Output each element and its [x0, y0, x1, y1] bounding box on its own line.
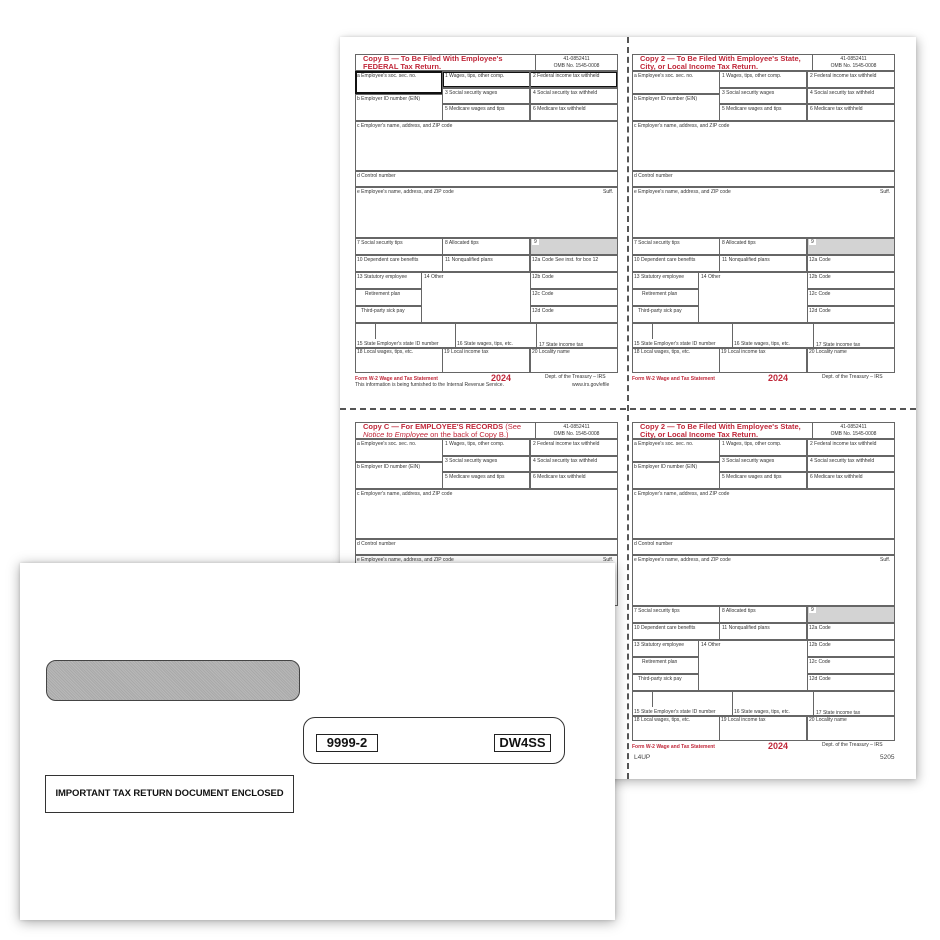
form-title-line2: Notice to Employee: [363, 429, 429, 439]
product-code-left: L4UP: [634, 754, 651, 761]
label-suff: Suff.: [880, 557, 891, 563]
label-box15: 15 State Employer's state ID number: [357, 341, 439, 347]
label-a: a Employee's soc. sec. no.: [357, 441, 417, 447]
label-box15: 15 State Employer's state ID number: [634, 709, 716, 715]
label-box14: 14 Other: [424, 274, 444, 280]
label-suff: Suff.: [603, 189, 614, 195]
label-box19: 19 Local income tax: [721, 717, 766, 723]
form-copy-2-bottom: [632, 422, 895, 767]
label-a: a Employee's soc. sec. no.: [357, 73, 417, 79]
label-box11: 11 Nonqualified plans: [445, 257, 493, 263]
label-box13: 13 Statutory employee: [634, 274, 685, 280]
label-box5: 5 Medicare wages and tips: [445, 106, 505, 112]
label-box12b: 12b Code: [809, 642, 831, 648]
label-box12a: 12a Code: [809, 625, 831, 631]
form-title-line2: City, or Local Income Tax Return.: [640, 429, 759, 439]
form-code-box: 9999-2: [316, 734, 378, 752]
omb-code: 41-0852411: [563, 56, 590, 62]
label-box1: 1 Wages, tips, other comp.: [722, 73, 782, 79]
label-box8: 8 Allocated tips: [722, 240, 756, 246]
label-box9: 9: [811, 239, 814, 245]
label-box12c: 12c Code: [809, 659, 831, 665]
label-sick-pay: Third-party sick pay: [638, 676, 682, 682]
form-title-line1: Copy C — For EMPLOYEE'S RECORDS: [363, 422, 504, 431]
important-notice-box: IMPORTANT TAX RETURN DOCUMENT ENCLOSED: [45, 775, 294, 813]
label-sick-pay: Third-party sick pay: [361, 308, 405, 314]
label-c: c Employer's name, address, and ZIP code: [634, 491, 730, 497]
label-box4: 4 Social security tax withheld: [810, 90, 875, 96]
label-box2: 2 Federal income tax withheld: [810, 441, 877, 447]
label-e: e Employee's name, address, and ZIP code: [634, 189, 731, 195]
label-box9: 9: [811, 607, 814, 613]
label-box20: 20 Locality name: [532, 349, 570, 355]
form-title-line1: Copy 2 — To Be Filed With Employee's State,: [640, 54, 801, 63]
label-box4: 4 Social security tax withheld: [810, 458, 875, 464]
label-retirement: Retirement plan: [642, 659, 678, 665]
label-b: b Employer ID number (EIN): [357, 464, 421, 470]
label-box12d: 12d Code: [532, 308, 554, 314]
form-copy-2-top: [632, 54, 895, 399]
label-a: a Employee's soc. sec. no.: [634, 441, 694, 447]
omb-number: OMB No. 1545-0008: [553, 431, 600, 437]
form-title-line2: City, or Local Income Tax Return.: [640, 61, 759, 71]
label-box13: 13 Statutory employee: [357, 274, 408, 280]
label-box20: 20 Locality name: [809, 349, 847, 355]
box-9: [530, 238, 618, 255]
label-box19: 19 Local income tax: [444, 349, 489, 355]
tax-year: 2024: [491, 373, 512, 383]
label-box12c: 12c Code: [532, 291, 554, 297]
label-box10: 10 Dependent care benefits: [357, 257, 419, 263]
label-box16: 16 State wages, tips, etc.: [734, 341, 790, 347]
label-box3: 3 Social security wages: [445, 90, 498, 96]
label-box12d: 12d Code: [809, 676, 831, 682]
product-code-box: DW4SS: [494, 734, 551, 752]
label-sick-pay: Third-party sick pay: [638, 308, 682, 314]
label-a: a Employee's soc. sec. no.: [634, 73, 694, 79]
label-box3: 3 Social security wages: [445, 458, 498, 464]
label-box14: 14 Other: [701, 642, 721, 648]
label-box6: 6 Medicare tax withheld: [810, 106, 863, 112]
label-box12b: 12b Code: [532, 274, 554, 280]
label-box8: 8 Allocated tips: [445, 240, 479, 246]
label-b: b Employer ID number (EIN): [634, 96, 698, 102]
label-box7: 7 Social security tips: [634, 608, 680, 614]
product-code-right: 5205: [880, 754, 895, 761]
omb-number: OMB No. 1545-0008: [830, 63, 877, 69]
label-box13: 13 Statutory employee: [634, 642, 685, 648]
label-box17: 17 State income tax: [816, 710, 861, 716]
label-box2: 2 Federal income tax withheld: [533, 73, 600, 79]
form-name: Form W-2 Wage and Tax Statement: [632, 376, 715, 382]
omb-code: 41-0852411: [563, 424, 590, 430]
label-box14: 14 Other: [701, 274, 721, 280]
label-box7: 7 Social security tips: [357, 240, 403, 246]
label-c: c Employer's name, address, and ZIP code: [357, 123, 453, 129]
double-window-envelope: [20, 563, 615, 920]
label-box11: 11 Nonqualified plans: [722, 257, 770, 263]
label-box10: 10 Dependent care benefits: [634, 625, 696, 631]
label-box11: 11 Nonqualified plans: [722, 625, 770, 631]
label-d: d Control number: [634, 173, 673, 179]
label-suff: Suff.: [603, 557, 614, 563]
label-d: d Control number: [357, 173, 396, 179]
label-box12c: 12c Code: [809, 291, 831, 297]
label-box12a: 12a Code See inst. for box 12: [532, 257, 599, 263]
label-retirement: Retirement plan: [365, 291, 401, 297]
dept-treasury: Dept. of the Treasury – IRS: [822, 374, 883, 380]
irs-notice: This information is being furnished to the Internal Revenue Service.: [355, 382, 504, 388]
label-e: e Employee's name, address, and ZIP code: [634, 557, 731, 563]
label-box19: 19 Local income tax: [721, 349, 766, 355]
label-box18: 18 Local wages, tips, etc.: [634, 349, 691, 355]
label-c: c Employer's name, address, and ZIP code: [357, 491, 453, 497]
label-box3: 3 Social security wages: [722, 458, 775, 464]
label-box15: 15 State Employer's state ID number: [634, 341, 716, 347]
label-box4: 4 Social security tax withheld: [533, 458, 598, 464]
form-title-line1: Copy 2 — To Be Filed With Employee's State,: [640, 422, 801, 431]
form-copy-b: [355, 54, 618, 399]
tax-year: 2024: [768, 373, 789, 383]
label-box16: 16 State wages, tips, etc.: [457, 341, 513, 347]
label-box9: 9: [534, 239, 537, 245]
label-box1: 1 Wages, tips, other comp.: [445, 73, 505, 79]
return-address-window: [46, 660, 300, 701]
box-9: [807, 606, 895, 623]
label-box18: 18 Local wages, tips, etc.: [634, 717, 691, 723]
label-box6: 6 Medicare tax withheld: [810, 474, 863, 480]
label-box12a: 12a Code: [809, 257, 831, 263]
label-box16: 16 State wages, tips, etc.: [734, 709, 790, 715]
label-box6: 6 Medicare tax withheld: [533, 474, 586, 480]
omb-code: 41-0852411: [840, 56, 867, 62]
label-box12d: 12d Code: [809, 308, 831, 314]
label-box10: 10 Dependent care benefits: [634, 257, 696, 263]
label-box5: 5 Medicare wages and tips: [445, 474, 505, 480]
label-box2: 2 Federal income tax withheld: [810, 73, 877, 79]
label-e: e Employee's name, address, and ZIP code: [357, 189, 454, 195]
recipient-address-window: [303, 717, 565, 764]
label-box4: 4 Social security tax withheld: [533, 90, 598, 96]
omb-number: OMB No. 1545-0008: [553, 63, 600, 69]
label-d: d Control number: [634, 541, 673, 547]
label-box3: 3 Social security wages: [722, 90, 775, 96]
box-9: [807, 238, 895, 255]
label-d: d Control number: [357, 541, 396, 547]
label-b: b Employer ID number (EIN): [357, 96, 421, 102]
label-box18: 18 Local wages, tips, etc.: [357, 349, 414, 355]
label-box6: 6 Medicare tax withheld: [533, 106, 586, 112]
label-box5: 5 Medicare wages and tips: [722, 474, 782, 480]
form-name: Form W-2 Wage and Tax Statement: [632, 744, 715, 750]
label-box7: 7 Social security tips: [634, 240, 680, 246]
irs-url: www.irs.gov/efile: [572, 382, 610, 388]
dept-treasury: Dept. of the Treasury – IRS: [545, 374, 606, 380]
form-name: Form W-2 Wage and Tax Statement: [355, 376, 438, 382]
label-suff: Suff.: [880, 189, 891, 195]
label-box20: 20 Locality name: [809, 717, 847, 723]
omb-code: 41-0852411: [840, 424, 867, 430]
label-box8: 8 Allocated tips: [722, 608, 756, 614]
horizontal-perforation: [340, 408, 916, 410]
form-title-line1: Copy B — To Be Filed With Employee's: [363, 54, 503, 63]
label-retirement: Retirement plan: [642, 291, 678, 297]
form-copy-c: Copy C — For EMPLOYEE'S RECORDS (See Notice to Employee on the back of Copy B.) 41-0852411 OMB No. 1545-0008 a Employee's soc. sec. no. b Employer ID number (EIN) 1 Wages, tips, other comp. 3 Social security wages 5 Medicare wages and tips 2 Federal income tax withheld 4 Social security tax withheld 6 Medicare tax withheld c Employer's name, address, and ZIP code d Control number e Employee's name, address, and ZIP code Suff.: [355, 422, 618, 767]
label-box17: 17 State income tax: [816, 342, 861, 348]
label-box1: 1 Wages, tips, other comp.: [722, 441, 782, 447]
label-e: e Employee's name, address, and ZIP code: [357, 557, 454, 563]
dept-treasury: Dept. of the Treasury – IRS: [822, 742, 883, 748]
label-box5: 5 Medicare wages and tips: [722, 106, 782, 112]
label-box17: 17 State income tax: [539, 342, 584, 348]
label-box1: 1 Wages, tips, other comp.: [445, 441, 505, 447]
form-title-line2: FEDERAL Tax Return.: [363, 61, 442, 71]
label-box2: 2 Federal income tax withheld: [533, 441, 600, 447]
omb-number: OMB No. 1545-0008: [830, 431, 877, 437]
label-c: c Employer's name, address, and ZIP code: [634, 123, 730, 129]
label-box12b: 12b Code: [809, 274, 831, 280]
label-b: b Employer ID number (EIN): [634, 464, 698, 470]
tax-year: 2024: [768, 741, 789, 751]
